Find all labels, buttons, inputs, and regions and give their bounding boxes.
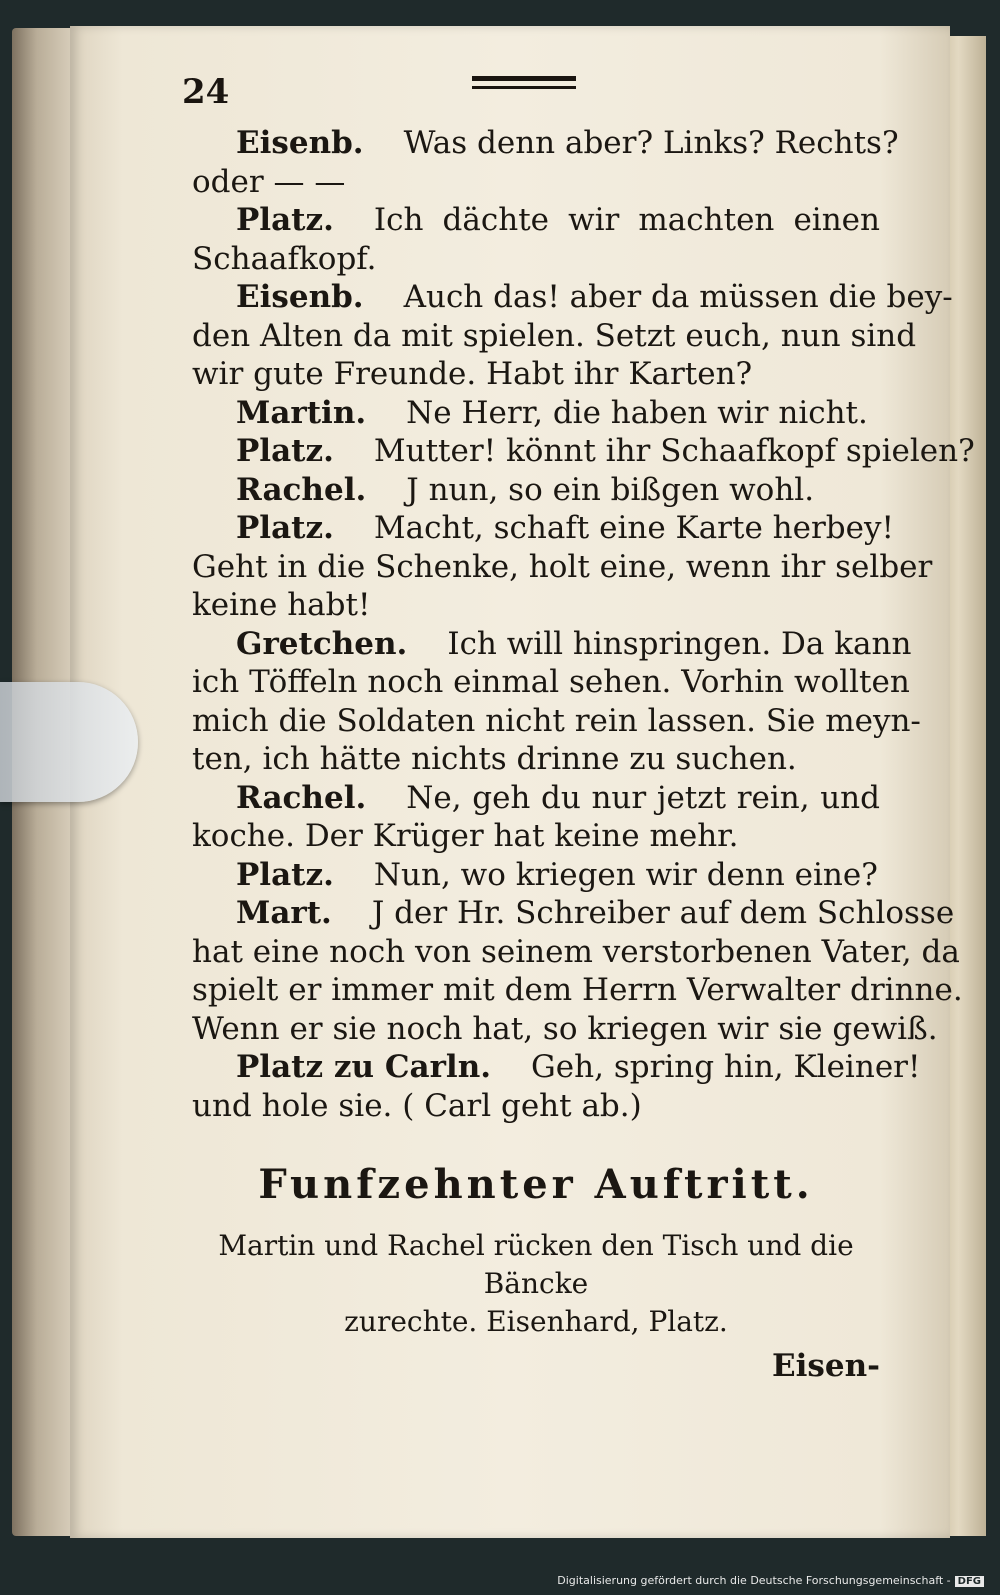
text-line bbox=[192, 779, 880, 818]
page-number: 24 bbox=[182, 72, 230, 112]
text-line bbox=[192, 625, 912, 664]
text-line bbox=[192, 317, 917, 356]
footer-text: Digitalisierung gefördert durch die Deutsche Forschungsgemeinschaft - bbox=[557, 1574, 951, 1587]
speaker-name: Martin. bbox=[236, 394, 367, 431]
speaker-name: Platz. bbox=[236, 433, 334, 469]
text-line bbox=[192, 663, 910, 702]
line-text: J der Hr. Schreiber auf dem Schlosse bbox=[371, 895, 955, 931]
dialogue-lines bbox=[192, 124, 975, 1125]
speaker-name: Rachel. bbox=[236, 471, 367, 508]
speaker-name: Platz. bbox=[236, 202, 334, 238]
text-line bbox=[192, 1010, 938, 1049]
line-text: Auch das! aber da müssen die bey- bbox=[403, 279, 953, 315]
speaker-name: Mart. bbox=[236, 895, 332, 931]
text-line bbox=[192, 933, 960, 972]
line-text: Geh, spring hin, Kleiner! bbox=[531, 1049, 921, 1085]
line-text: ich Töffeln noch einmal sehen. Vorhin wollten bbox=[192, 664, 910, 700]
header-rule bbox=[472, 76, 576, 81]
dfg-logo: DFG bbox=[955, 1576, 984, 1587]
line-text: und hole sie. ( Carl geht ab.) bbox=[192, 1087, 642, 1124]
text-line bbox=[192, 740, 880, 779]
text-line bbox=[192, 702, 921, 741]
line-text: mich die Soldaten nicht rein lassen. Sie meyn- bbox=[192, 702, 921, 739]
speaker-name: Gretchen. bbox=[236, 625, 408, 662]
page-text bbox=[192, 124, 975, 1386]
line-text: hat eine noch von seinem verstorbenen Vater, da bbox=[192, 933, 960, 970]
line-text: Wenn er sie noch hat, so kriegen wir sie gewiß. bbox=[192, 1010, 938, 1047]
line-text: Nun, wo kriegen wir denn eine? bbox=[373, 856, 878, 893]
speaker-name: Platz. bbox=[236, 510, 334, 546]
line-text: Ich dächte wir machten einen bbox=[373, 202, 880, 238]
line-text: Ich will hinspringen. Da kann bbox=[447, 625, 912, 662]
text-line bbox=[192, 278, 953, 317]
line-text: wir gute Freunde. Habt ihr Karten? bbox=[192, 356, 753, 392]
text-line bbox=[192, 432, 975, 471]
header-rule bbox=[472, 86, 576, 89]
text-line bbox=[192, 163, 880, 202]
line-text: Geht in die Schenke, holt eine, wenn ihr selber bbox=[192, 548, 933, 585]
line-text: Mutter! könnt ihr Schaafkopf spielen? bbox=[373, 433, 975, 469]
text-line bbox=[192, 894, 955, 933]
text-line bbox=[192, 1048, 921, 1087]
text-line bbox=[192, 509, 894, 548]
line-text: Was denn aber? Links? Rechts? bbox=[403, 125, 899, 161]
footer-credit bbox=[557, 1574, 984, 1587]
line-text: spielt er immer mit dem Herrn Verwalter drinne. bbox=[192, 972, 963, 1008]
text-line bbox=[192, 240, 880, 279]
text-line bbox=[192, 586, 880, 625]
text-line bbox=[192, 856, 880, 895]
text-line bbox=[192, 201, 880, 240]
speaker-name: Platz zu Carln. bbox=[236, 1049, 492, 1085]
speaker-name: Eisenb. bbox=[236, 125, 364, 161]
line-text: Ne, geh du nur jetzt rein, und bbox=[406, 779, 880, 816]
page-clip bbox=[0, 682, 138, 802]
stage-direction: zurechte. Eisenhard, Platz. bbox=[344, 1305, 728, 1338]
text-line bbox=[192, 1087, 880, 1126]
line-text: keine habt! bbox=[192, 587, 371, 623]
line-text: oder — — bbox=[192, 163, 346, 200]
speaker-name: Platz. bbox=[236, 856, 334, 893]
text-line bbox=[192, 471, 880, 510]
line-text: ten, ich hätte nichts drinne zu suchen. bbox=[192, 741, 797, 777]
text-line bbox=[192, 124, 899, 163]
line-text: J nun, so ein bißgen wohl. bbox=[406, 471, 815, 508]
line-text: Macht, schaft eine Karte herbey! bbox=[373, 510, 894, 546]
text-line bbox=[192, 394, 880, 433]
catchword: Eisen- bbox=[772, 1348, 880, 1384]
speaker-name: Rachel. bbox=[236, 779, 367, 816]
line-text: den Alten da mit spielen. Setzt euch, nun sind bbox=[192, 317, 917, 354]
scene-heading: Funfzehnter Auftritt. bbox=[258, 1161, 814, 1208]
text-line bbox=[192, 548, 933, 587]
text-line bbox=[192, 971, 963, 1010]
stage-direction: Martin und Rachel rücken den Tisch und die Bäncke bbox=[218, 1229, 854, 1300]
speaker-name: Eisenb. bbox=[236, 279, 364, 315]
text-line bbox=[192, 817, 880, 856]
text-line bbox=[192, 355, 880, 394]
line-text: Ne Herr, die haben wir nicht. bbox=[406, 394, 868, 431]
line-text: Schaafkopf. bbox=[192, 240, 377, 277]
line-text: koche. Der Krüger hat keine mehr. bbox=[192, 818, 739, 854]
